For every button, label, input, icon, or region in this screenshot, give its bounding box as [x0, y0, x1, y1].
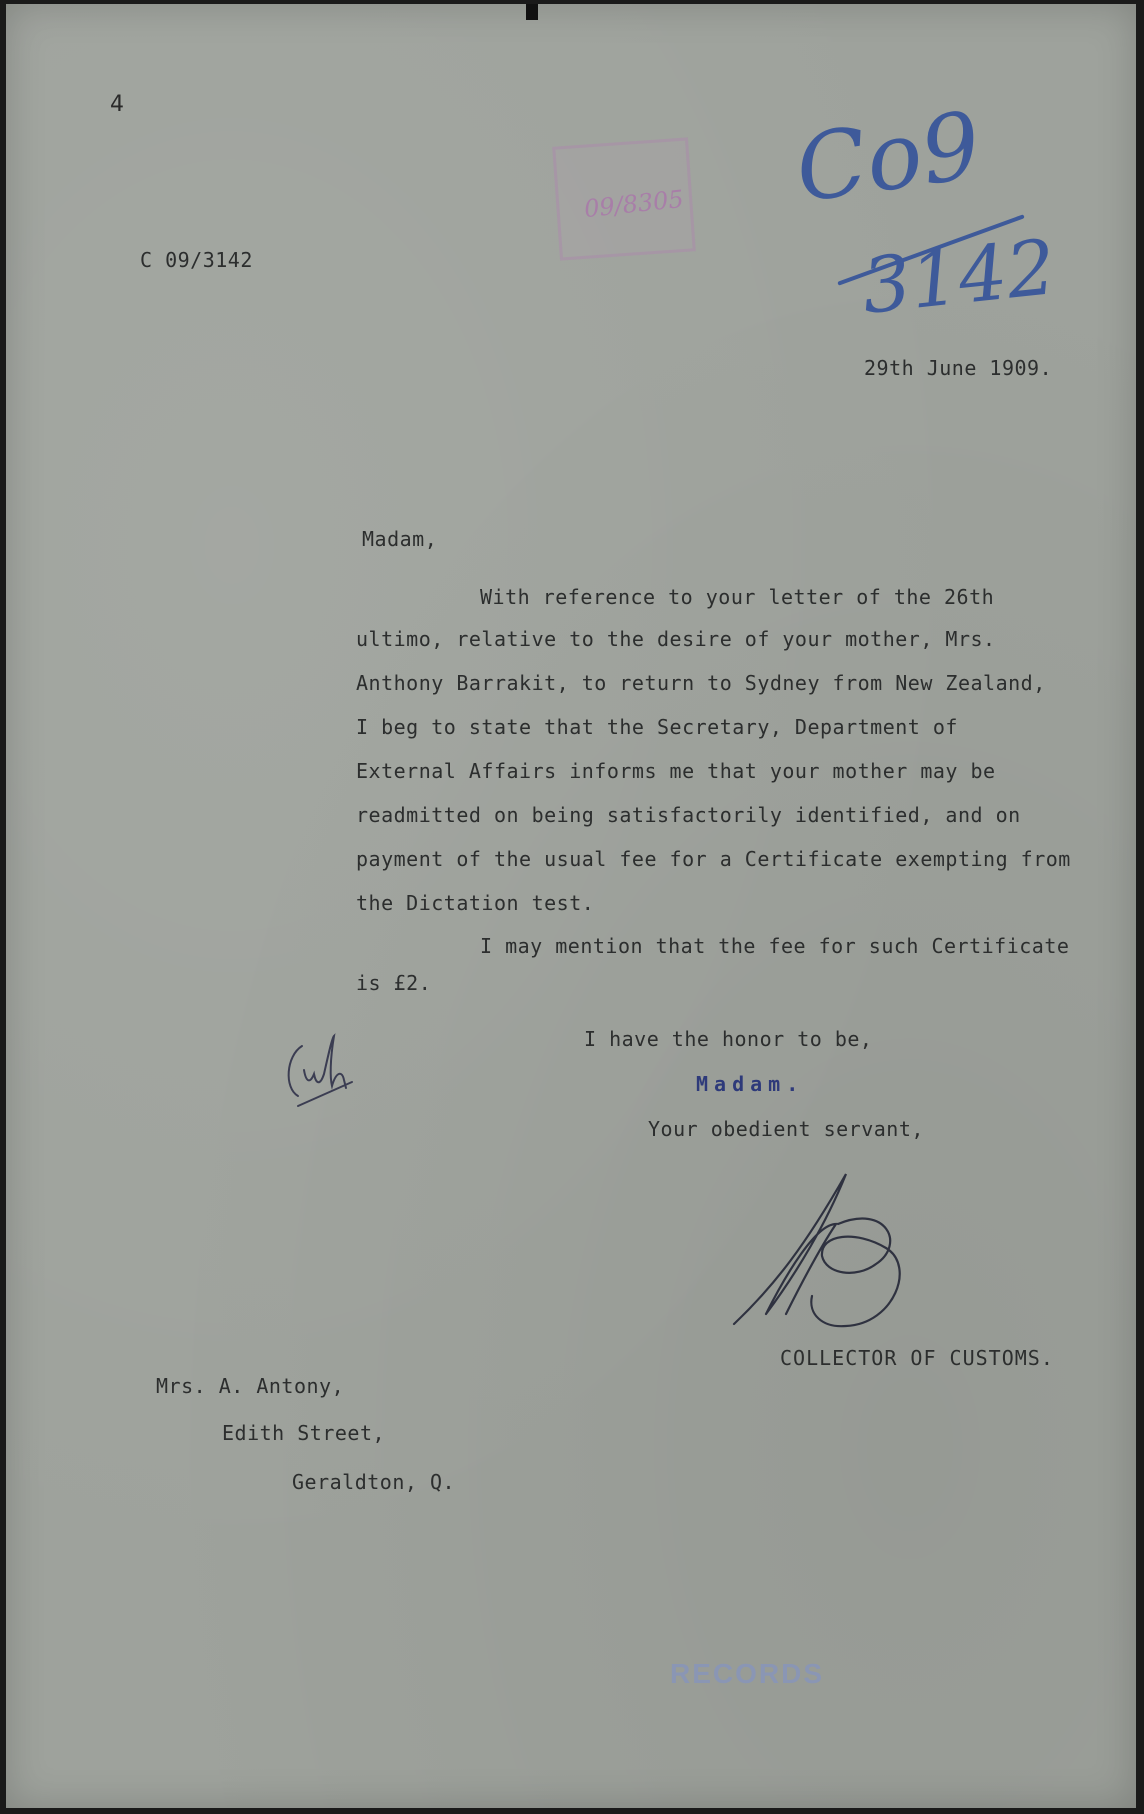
handwritten-initials — [280, 1026, 370, 1116]
closing-line: I have the honor to be, — [584, 1027, 873, 1051]
body-line: payment of the usual fee for a Certificate exempting from — [356, 847, 1071, 871]
records-stamp: RECORDS — [670, 1658, 825, 1689]
body-line: External Affairs informs me that your mother may be — [356, 759, 996, 783]
closing-salutation: Madam. — [696, 1072, 805, 1096]
salutation: Madam, — [362, 527, 438, 551]
signature — [726, 1164, 926, 1344]
address-line: Edith Street, — [222, 1421, 386, 1445]
binding-marker — [526, 4, 538, 20]
registry-stamp-number: 09/8305 — [582, 184, 685, 224]
closing-line: Your obedient servant, — [648, 1117, 924, 1141]
body-line: readmitted on being satisfactorily identified, and on — [356, 803, 1021, 827]
body-line: With reference to your letter of the 26th — [480, 585, 995, 609]
handwritten-ref-top: Co9 — [789, 91, 987, 224]
letter-sheet — [6, 4, 1136, 1808]
address-line: Mrs. A. Antony, — [156, 1374, 345, 1398]
signatory-title: COLLECTOR OF CUSTOMS. — [780, 1346, 1054, 1370]
letter-date: 29th June 1909. — [864, 356, 1053, 380]
body-line: I may mention that the fee for such Certificate — [480, 934, 1070, 958]
body-line: Anthony Barrakit, to return to Sydney from New Zealand, — [356, 671, 1046, 695]
address-line: Geraldton, Q. — [292, 1470, 456, 1494]
reference-number: C 09/3142 — [140, 248, 253, 272]
body-line: the Dictation test. — [356, 891, 595, 915]
handwritten-ref-bottom: 3142 — [857, 222, 1060, 331]
body-line: is £2. — [356, 971, 432, 995]
corner-mark: 4 — [110, 92, 124, 117]
body-line: ultimo, relative to the desire of your mother, Mrs. — [356, 627, 996, 651]
body-line: I beg to state that the Secretary, Department of — [356, 715, 958, 739]
